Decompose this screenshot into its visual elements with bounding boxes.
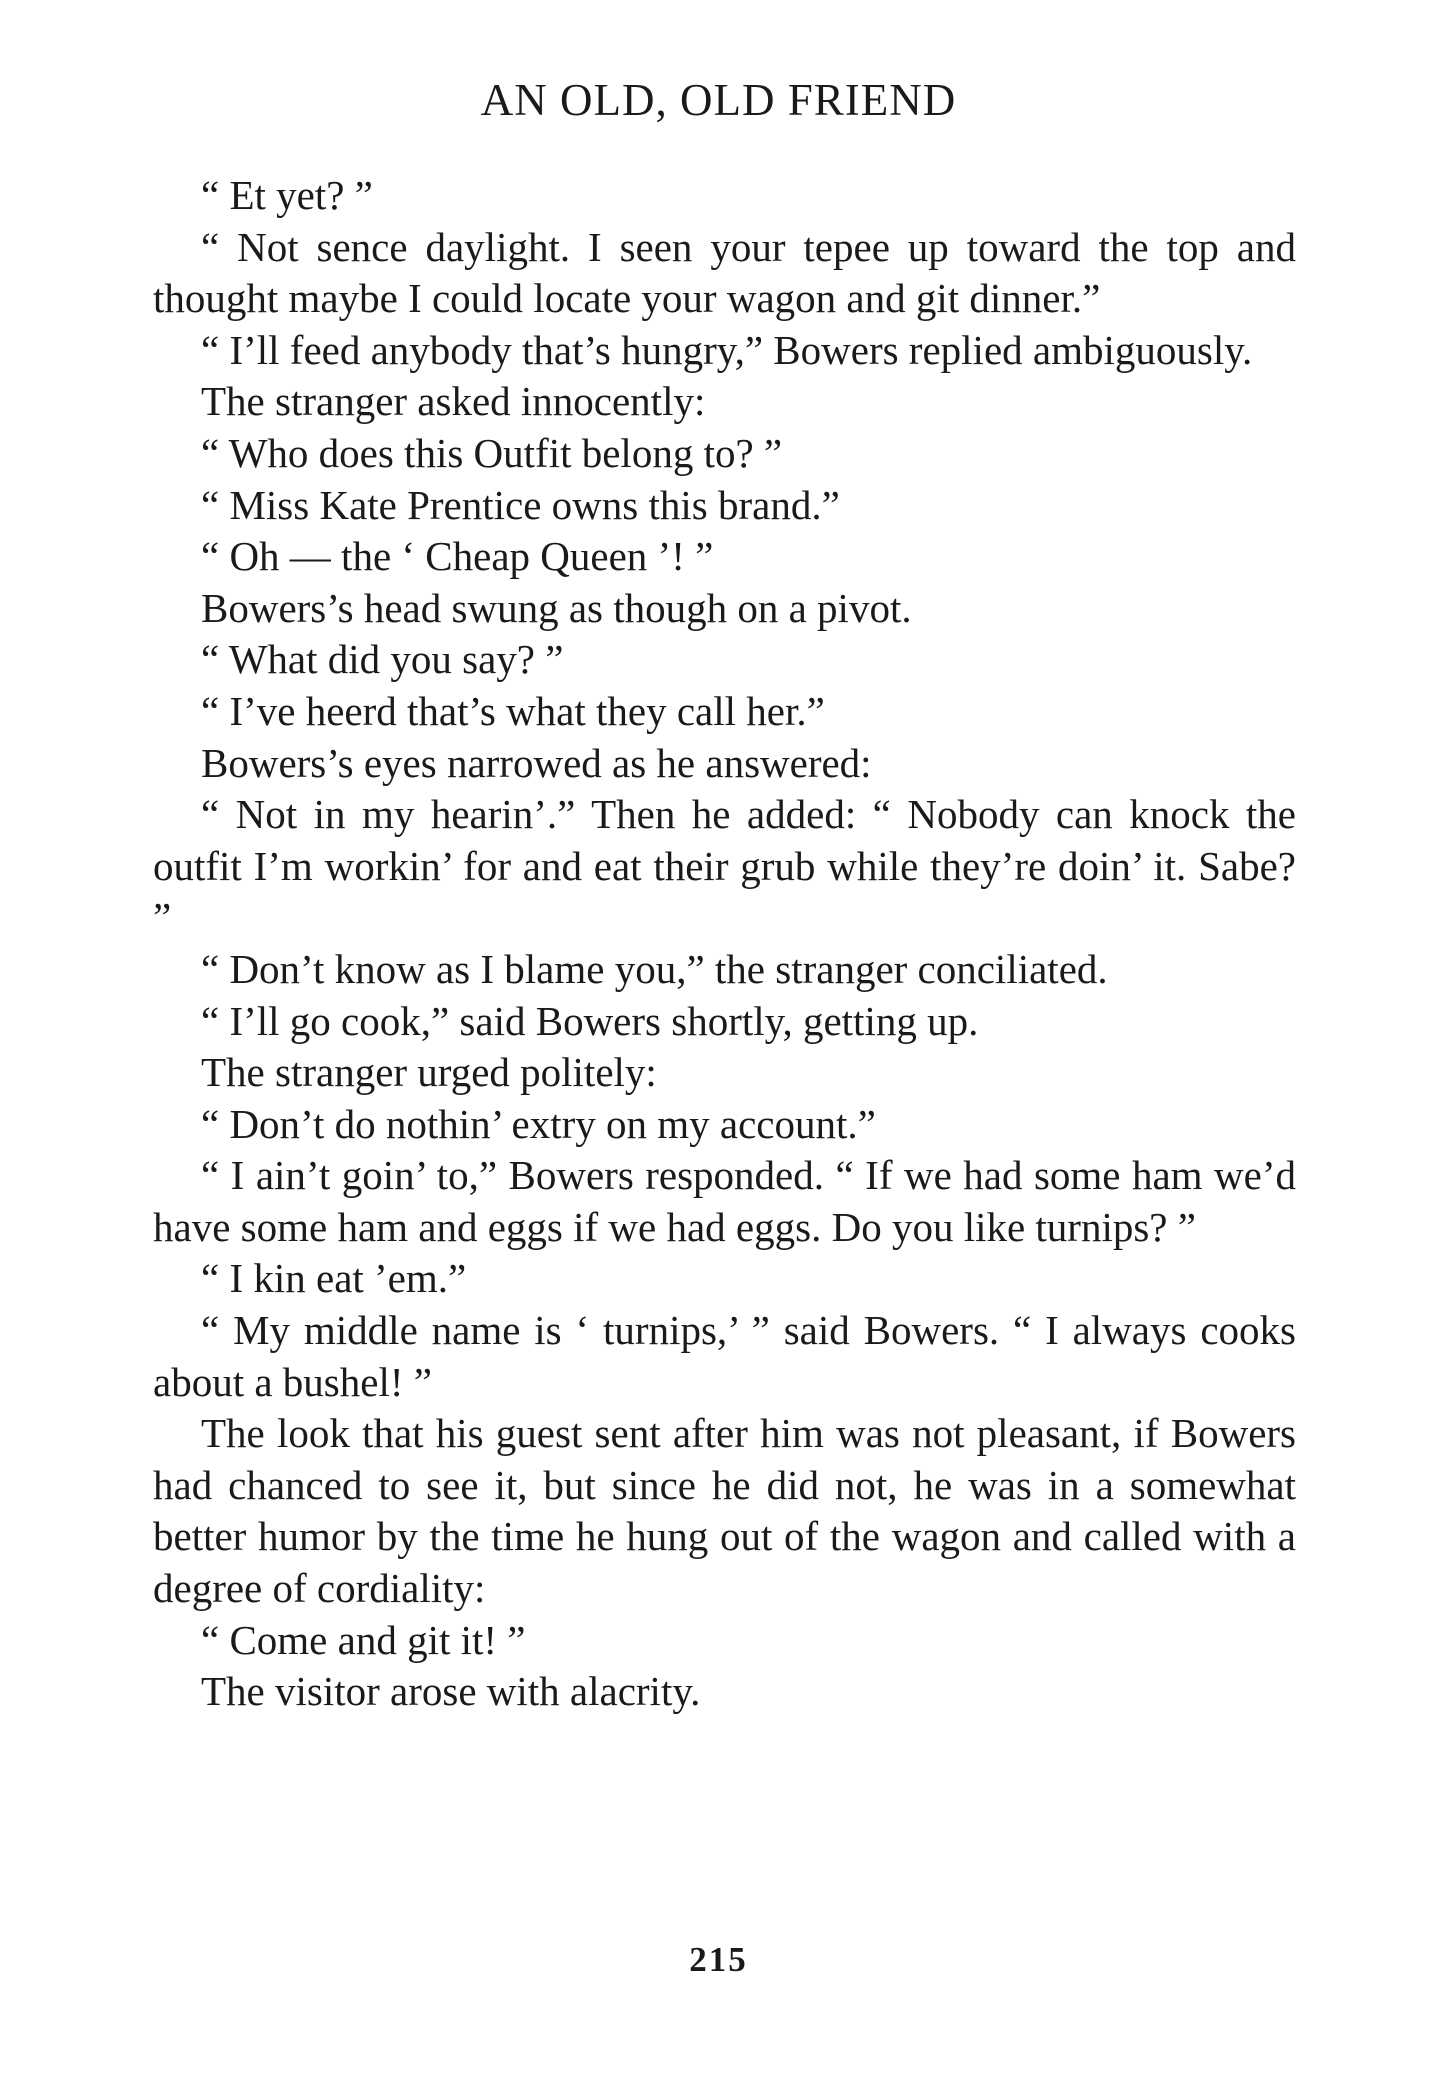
paragraph: “ Don’t do nothin’ extry on my account.” xyxy=(201,1100,876,1147)
paragraph: “ Not sence daylight. I seen your tepee up toward the top and thought maybe I could locate your wagon and git dinner.” xyxy=(153,223,1296,322)
paragraph: “ Not in my hearin’.” Then he added: “ Nobody can knock the outfit I’m workin’ for and eat their grub while they’re doin’ it. Sabe? ” xyxy=(153,791,1296,941)
paragraph: “ Come and git it! ” xyxy=(201,1616,526,1663)
paragraph: “ What did you say? ” xyxy=(201,636,564,683)
paragraph: The look that his guest sent after him was not pleasant, if Bowers had chanced to see it, but since he did not, he was in a somewhat better humor by the time he hung out of the wagon and called with a degree of cordiality: xyxy=(153,1410,1296,1612)
paragraph: “ I ain’t goin’ to,” Bowers responded. “ If we had some ham we’d have some ham and eggs if we had eggs. Do you like turnips? ” xyxy=(153,1152,1296,1250)
paragraph: “ My middle name is ‘ turnips,’ ” said Bowers. “ I always cooks about a bushel! ” xyxy=(153,1307,1296,1405)
paragraph: “ Miss Kate Prentice owns this brand.” xyxy=(201,481,840,528)
paragraph: “ Don’t know as I blame you,” the stranger conciliated. xyxy=(201,945,1108,992)
paragraph: “ Oh — the ‘ Cheap Queen ’! ” xyxy=(201,533,714,580)
paragraph: The visitor arose with alacrity. xyxy=(201,1668,701,1715)
paragraph: “ I kin eat ’em.” xyxy=(201,1255,467,1302)
paragraph: “ I’ve heerd that’s what they call her.” xyxy=(201,687,825,734)
body-text xyxy=(153,170,1296,1718)
running-head: AN OLD, OLD FRIEND xyxy=(480,75,957,125)
paragraph: “ Who does this Outfit belong to? ” xyxy=(201,429,783,476)
paragraph: “ I’ll feed anybody that’s hungry,” Bowers replied ambiguously. xyxy=(201,326,1253,373)
paragraph: Bowers’s eyes narrowed as he answered: xyxy=(201,739,872,786)
paragraph: The stranger asked innocently: xyxy=(201,378,706,425)
paragraph: “ I’ll go cook,” said Bowers shortly, getting up. xyxy=(201,997,979,1044)
paragraph: “ Et yet? ” xyxy=(201,172,373,218)
paragraph: Bowers’s head swung as though on a pivot. xyxy=(201,584,912,631)
page-number: 215 xyxy=(689,1940,748,1979)
paragraph: The stranger urged politely: xyxy=(201,1049,657,1096)
